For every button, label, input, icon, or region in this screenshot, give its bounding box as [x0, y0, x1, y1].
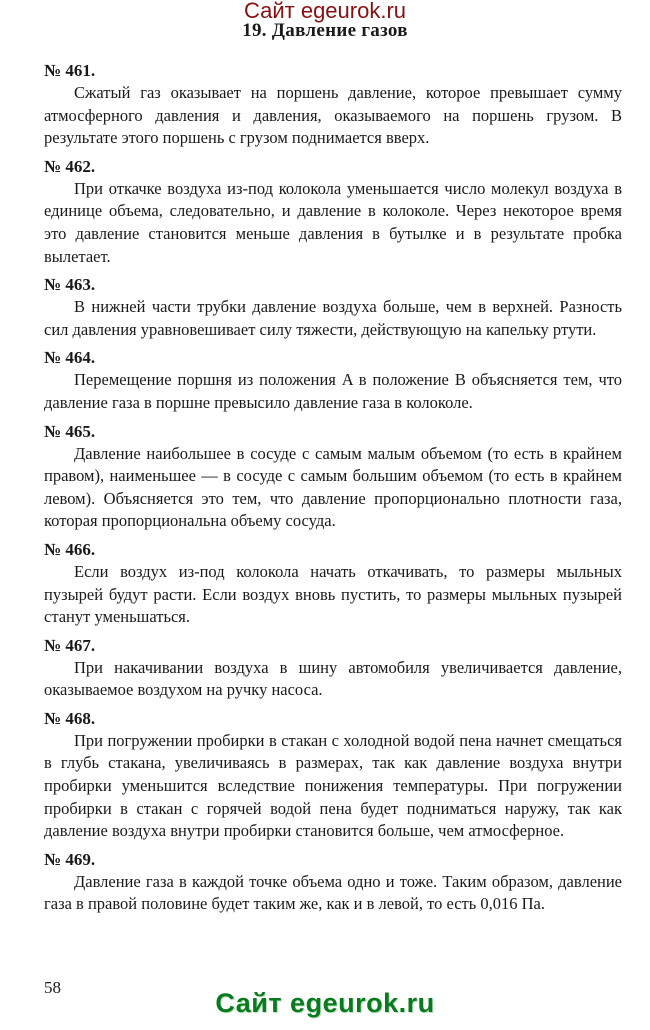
problem-text: Давление газа в каждой точке объема одно и тоже. Таким образом, давление газа в правой половине будет таким же, как и в левой, то есть 0,016 Па. — [44, 871, 622, 914]
problem-number: № 463. — [44, 275, 96, 295]
chapter-title: 19. Давление газов — [242, 20, 408, 41]
problem-468 — [44, 708, 622, 843]
problem-466 — [44, 539, 622, 629]
problem-469 — [44, 849, 622, 916]
problem-463 — [44, 274, 622, 341]
problems-list — [44, 60, 622, 922]
problem-number: № 461. — [44, 61, 96, 80]
problem-text: При накачивании воздуха в шину автомобиля увеличивается давление, оказываемое воздухом на ручку насоса. — [44, 657, 622, 700]
problem-461 — [44, 60, 622, 150]
problem-464 — [44, 347, 622, 414]
watermark-top: Сайт egeurok.ru — [243, 0, 407, 23]
problem-number: № 467. — [44, 635, 96, 655]
problem-text: В нижней части трубки давление воздуха больше, чем в верхней. Разность сил давления уравновешивает силу тяжести, действующую на капельку ртути. — [44, 297, 622, 339]
problem-text: Давление наибольшее в сосуде с самым малым объемом (то есть в крайнем правом), наименьшее — в сосуде с самым большим объемом (то есть в крайнем левом). Объясняется это тем, что давление пропорционально плотности газа, которая пропорциональна объему сосуда. — [44, 443, 622, 531]
page-number: 58 — [44, 978, 61, 997]
problem-467 — [44, 635, 622, 702]
problem-number: № 464. — [44, 348, 96, 368]
watermark-bottom: Сайт egeurok.ru — [215, 988, 435, 1018]
problem-number: № 465. — [44, 421, 96, 441]
problem-text: Перемещение поршня из положения A в положение B объясняется тем, что давление газа в поршне превысило давление газа в колоколе. — [44, 370, 622, 412]
problem-462 — [44, 156, 622, 268]
problem-text: Сжатый газ оказывает на поршень давление, которое превышает сумму атмосферного давления и давления, оказываемого на поршень грузом. В результате этого поршень с грузом поднимается вверх. — [44, 83, 622, 148]
problem-text: Если воздух из-под колокола начать откачивать, то размеры мыльных пузырей будут расти. Если воздух вновь пустить, то размеры мыльных пузырей станут уменьшаться. — [44, 561, 622, 627]
problem-text: При погружении пробирки в стакан с холодной водой пена начнет смещаться в глубь стакана, увеличиваясь в размерах, так как давление воздуха внутри пробирки уменьшится вследствие понижения температуры. При погружении пробирки в стакан с горячей водой пена будет подниматься наружу, так как давление воздуха внутри пробирки становится больше, чем атмосферное. — [44, 730, 622, 841]
problem-465 — [44, 421, 622, 533]
problem-number: № 468. — [44, 708, 96, 728]
problem-text: При откачке воздуха из-под колокола уменьшается число молекул воздуха в единице объема, следовательно, и давление в колоколе. Через некоторое время это давление становится меньше давления в бутылке и в результате пробка вылетает. — [44, 178, 622, 266]
problem-number: № 466. — [44, 539, 96, 559]
problem-number: № 462. — [44, 156, 96, 176]
problem-number: № 469. — [44, 849, 96, 869]
